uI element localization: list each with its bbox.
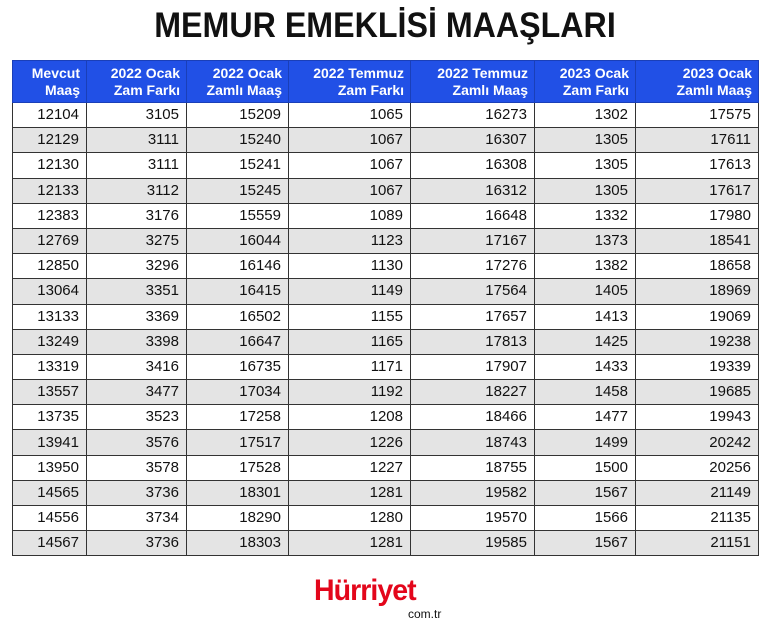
table-cell: 16044 xyxy=(187,228,289,253)
table-cell: 1500 xyxy=(535,455,636,480)
table-cell: 18743 xyxy=(411,430,535,455)
table-cell: 19238 xyxy=(636,329,759,354)
table-cell: 17564 xyxy=(411,279,535,304)
table-cell: 20242 xyxy=(636,430,759,455)
table-cell: 1067 xyxy=(289,153,411,178)
table-cell: 19339 xyxy=(636,354,759,379)
table-cell: 1089 xyxy=(289,203,411,228)
table-cell: 12133 xyxy=(13,178,87,203)
table-cell: 17657 xyxy=(411,304,535,329)
table-row xyxy=(13,103,759,128)
column-header-line: Mevcut xyxy=(31,64,80,81)
table-cell: 16308 xyxy=(411,153,535,178)
table-cell: 17611 xyxy=(636,128,759,153)
table-cell: 3296 xyxy=(87,254,187,279)
table-row xyxy=(13,279,759,304)
table-cell: 18227 xyxy=(411,380,535,405)
table-cell: 15559 xyxy=(187,203,289,228)
table-cell: 3734 xyxy=(87,506,187,531)
table-cell: 15240 xyxy=(187,128,289,153)
table-cell: 13735 xyxy=(13,405,87,430)
table-cell: 1433 xyxy=(535,354,636,379)
table-cell: 3176 xyxy=(87,203,187,228)
table-cell: 21149 xyxy=(636,480,759,505)
table-cell: 3275 xyxy=(87,228,187,253)
table-cell: 19069 xyxy=(636,304,759,329)
table-cell: 1332 xyxy=(535,203,636,228)
table-cell: 19685 xyxy=(636,380,759,405)
table-cell: 1171 xyxy=(289,354,411,379)
table-cell: 18755 xyxy=(411,455,535,480)
table-cell: 3111 xyxy=(87,128,187,153)
table-header-row xyxy=(13,61,759,103)
table-cell: 12130 xyxy=(13,153,87,178)
column-header-line: Maaş xyxy=(44,81,80,98)
brand-domain: com.tr xyxy=(408,607,442,621)
table-cell: 19570 xyxy=(411,506,535,531)
table-cell: 1281 xyxy=(289,480,411,505)
column-header-line: Zam Farkı xyxy=(113,81,180,98)
table-cell: 18658 xyxy=(636,254,759,279)
table-cell: 3576 xyxy=(87,430,187,455)
table-row xyxy=(13,304,759,329)
table-cell: 14556 xyxy=(13,506,87,531)
table-cell: 1413 xyxy=(535,304,636,329)
table-cell: 1227 xyxy=(289,455,411,480)
table-cell: 19943 xyxy=(636,405,759,430)
table-cell: 3416 xyxy=(87,354,187,379)
table-cell: 16502 xyxy=(187,304,289,329)
table-cell: 12769 xyxy=(13,228,87,253)
table-row xyxy=(13,380,759,405)
column-header-line: 2022 Temmuz xyxy=(437,64,528,81)
table-cell: 17034 xyxy=(187,380,289,405)
table-cell: 1067 xyxy=(289,178,411,203)
column-header-line: 2022 Ocak xyxy=(212,64,282,81)
table-cell: 17258 xyxy=(187,405,289,430)
table-cell: 16273 xyxy=(411,103,535,128)
column-header-line: 2023 Ocak xyxy=(559,64,629,81)
table-cell: 1405 xyxy=(535,279,636,304)
table-cell: 18969 xyxy=(636,279,759,304)
table-body xyxy=(13,103,759,556)
table-cell: 12850 xyxy=(13,254,87,279)
column-header-line: 2023 Ocak xyxy=(682,64,752,81)
table-cell: 13950 xyxy=(13,455,87,480)
table-cell: 1130 xyxy=(289,254,411,279)
table-cell: 13133 xyxy=(13,304,87,329)
table-cell: 17980 xyxy=(636,203,759,228)
table-cell: 1373 xyxy=(535,228,636,253)
table-cell: 1425 xyxy=(535,329,636,354)
table-cell: 1226 xyxy=(289,430,411,455)
table-cell: 3351 xyxy=(87,279,187,304)
table-row xyxy=(13,405,759,430)
table-cell: 13319 xyxy=(13,354,87,379)
table-row xyxy=(13,480,759,505)
table-row xyxy=(13,203,759,228)
table-cell: 16307 xyxy=(411,128,535,153)
brand-logo xyxy=(314,574,464,626)
table-cell: 3523 xyxy=(87,405,187,430)
table-cell: 1123 xyxy=(289,228,411,253)
table-cell: 1155 xyxy=(289,304,411,329)
table-cell: 13941 xyxy=(13,430,87,455)
table-cell: 12104 xyxy=(13,103,87,128)
column-header xyxy=(636,61,759,103)
table-cell: 20256 xyxy=(636,455,759,480)
table-cell: 17907 xyxy=(411,354,535,379)
column-header xyxy=(13,61,87,103)
table-cell: 16648 xyxy=(411,203,535,228)
page-title: MEMUR EMEKLİSİ MAAŞLARI xyxy=(154,6,616,45)
table-cell: 16415 xyxy=(187,279,289,304)
table-cell: 1567 xyxy=(535,531,636,556)
table-row xyxy=(13,178,759,203)
table-row xyxy=(13,531,759,556)
table-cell: 1165 xyxy=(289,329,411,354)
column-header-line: Zam Farkı xyxy=(562,81,629,98)
table-cell: 1499 xyxy=(535,430,636,455)
column-header-line: Zamlı Maaş xyxy=(676,81,752,98)
table-row xyxy=(13,455,759,480)
table-cell: 1281 xyxy=(289,531,411,556)
table-cell: 1566 xyxy=(535,506,636,531)
table-cell: 3736 xyxy=(87,531,187,556)
table-row xyxy=(13,354,759,379)
table-cell: 12383 xyxy=(13,203,87,228)
table-cell: 1067 xyxy=(289,128,411,153)
table-cell: 1192 xyxy=(289,380,411,405)
column-header xyxy=(411,61,535,103)
table-cell: 13064 xyxy=(13,279,87,304)
table-cell: 21135 xyxy=(636,506,759,531)
table-row xyxy=(13,506,759,531)
table-cell: 17575 xyxy=(636,103,759,128)
table-cell: 3736 xyxy=(87,480,187,505)
table-cell: 16647 xyxy=(187,329,289,354)
table-cell: 17528 xyxy=(187,455,289,480)
table-cell: 3578 xyxy=(87,455,187,480)
table-cell: 1305 xyxy=(535,128,636,153)
table-cell: 1302 xyxy=(535,103,636,128)
table-cell: 1382 xyxy=(535,254,636,279)
table-cell: 18301 xyxy=(187,480,289,505)
table-cell: 3111 xyxy=(87,153,187,178)
table-row xyxy=(13,329,759,354)
table-cell: 17167 xyxy=(411,228,535,253)
table-cell: 1305 xyxy=(535,178,636,203)
table-cell: 1567 xyxy=(535,480,636,505)
table-row xyxy=(13,430,759,455)
table-cell: 1065 xyxy=(289,103,411,128)
table-cell: 1477 xyxy=(535,405,636,430)
table-cell: 15241 xyxy=(187,153,289,178)
table-cell: 3398 xyxy=(87,329,187,354)
table-cell: 18290 xyxy=(187,506,289,531)
table-cell: 13249 xyxy=(13,329,87,354)
column-header-line: Zam Farkı xyxy=(337,81,404,98)
table-cell: 1149 xyxy=(289,279,411,304)
table-cell: 21151 xyxy=(636,531,759,556)
table-cell: 16312 xyxy=(411,178,535,203)
salary-table xyxy=(12,60,759,556)
column-header xyxy=(87,61,187,103)
table-cell: 1305 xyxy=(535,153,636,178)
column-header-line: 2022 Temmuz xyxy=(313,64,404,81)
column-header-line: 2022 Ocak xyxy=(110,64,180,81)
column-header xyxy=(187,61,289,103)
table-cell: 17613 xyxy=(636,153,759,178)
table-cell: 19582 xyxy=(411,480,535,505)
table-row xyxy=(13,254,759,279)
table-cell: 13557 xyxy=(13,380,87,405)
table-cell: 18541 xyxy=(636,228,759,253)
table-cell: 18466 xyxy=(411,405,535,430)
table-cell: 3369 xyxy=(87,304,187,329)
table-cell: 15245 xyxy=(187,178,289,203)
table-cell: 19585 xyxy=(411,531,535,556)
table-row xyxy=(13,128,759,153)
table-cell: 16146 xyxy=(187,254,289,279)
column-header xyxy=(289,61,411,103)
brand-name: Hürriyet xyxy=(314,574,416,607)
table-cell: 16735 xyxy=(187,354,289,379)
table-cell: 14565 xyxy=(13,480,87,505)
table-cell: 18303 xyxy=(187,531,289,556)
table-cell: 3105 xyxy=(87,103,187,128)
table-cell: 3112 xyxy=(87,178,187,203)
table-cell: 1280 xyxy=(289,506,411,531)
table-row xyxy=(13,153,759,178)
table-cell: 17617 xyxy=(636,178,759,203)
column-header-line: Zamlı Maaş xyxy=(452,81,528,98)
table-cell: 1458 xyxy=(535,380,636,405)
table-row xyxy=(13,228,759,253)
table-cell: 3477 xyxy=(87,380,187,405)
table-cell: 15209 xyxy=(187,103,289,128)
column-header-line: Zamlı Maaş xyxy=(206,81,282,98)
column-header xyxy=(535,61,636,103)
table-cell: 17517 xyxy=(187,430,289,455)
table-cell: 17813 xyxy=(411,329,535,354)
table-cell: 14567 xyxy=(13,531,87,556)
table-cell: 12129 xyxy=(13,128,87,153)
table-cell: 1208 xyxy=(289,405,411,430)
table-cell: 17276 xyxy=(411,254,535,279)
